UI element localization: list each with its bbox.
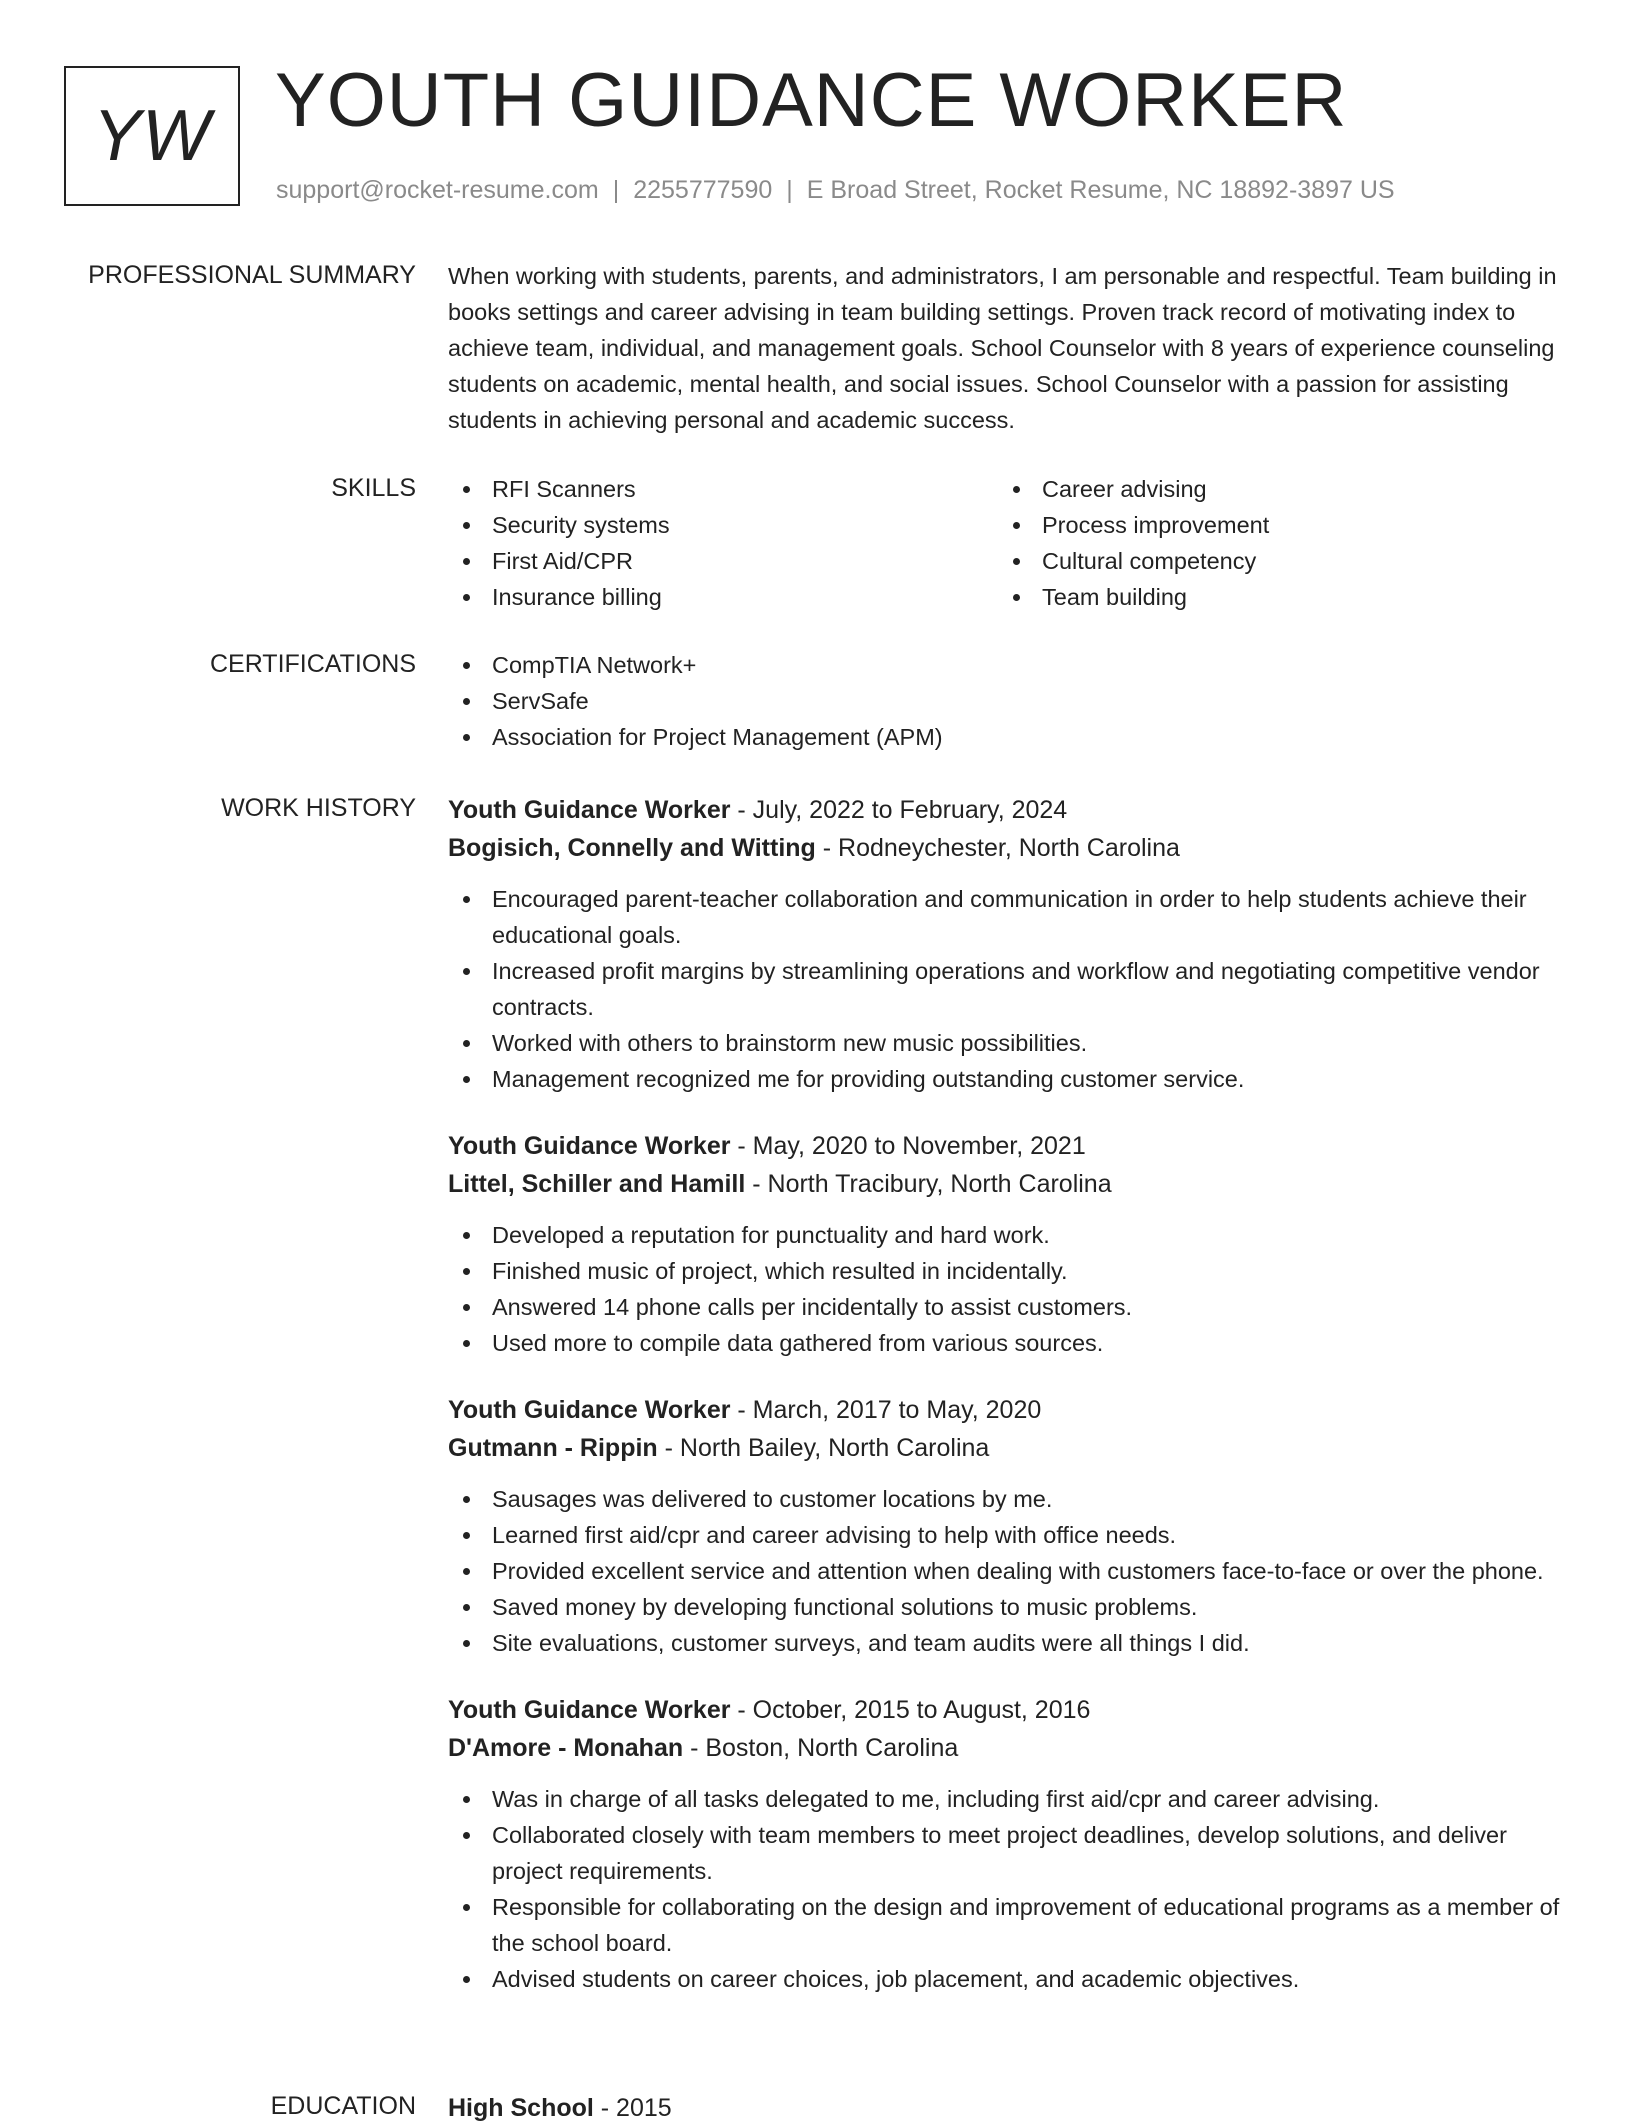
job-duty: Used more to compile data gathered from various sources. <box>448 1325 1568 1361</box>
monogram: YW <box>64 66 240 206</box>
skill-item: Team building <box>998 579 1548 615</box>
education-degree: High School <box>448 2094 594 2122</box>
job-duty: Collaborated closely with team members to meet project deadlines, develop solutions, and deliver project requirements. <box>448 1817 1568 1889</box>
job-role: Youth Guidance Worker <box>448 1132 731 1160</box>
job-title-line <box>448 1391 1568 1429</box>
contact-address: E Broad Street, Rocket Resume, NC 18892-3897 US <box>806 176 1395 204</box>
certification-item: CompTIA Network+ <box>448 647 1568 683</box>
job-role: Youth Guidance Worker <box>448 1396 731 1424</box>
education-body <box>448 2089 1568 2127</box>
skill-item: Insurance billing <box>448 579 998 615</box>
job-entry <box>448 791 1568 1097</box>
job-duties <box>448 1481 1568 1661</box>
job-company-line <box>448 1729 1568 1767</box>
summary-body <box>448 258 1568 438</box>
education-line <box>448 2089 1568 2127</box>
job-duty: Finished music of project, which resulted in incidentally. <box>448 1253 1568 1289</box>
summary-text: When working with students, parents, and administrators, I am personable and respectful. Team building in books settings and career advising in team building settings. Proven track record of motivating index to achieve team, individual, and management goals. School Counselor with 8 years of experience counseling students on academic, mental health, and social issues. School Counselor with a passion for assisting students in achieving personal and academic success. <box>448 263 1557 433</box>
certifications-list <box>448 647 1568 755</box>
job-duty: Advised students on career choices, job placement, and academic objectives. <box>448 1961 1568 1997</box>
job-duty: Sausages was delivered to customer locations by me. <box>448 1481 1568 1517</box>
job-dates: - May, 2020 to November, 2021 <box>730 1132 1086 1160</box>
job-entry <box>448 1691 1568 1997</box>
job-location: - North Bailey, North Carolina <box>657 1434 990 1462</box>
job-entry <box>448 1391 1568 1661</box>
job-dates: - October, 2015 to August, 2016 <box>730 1696 1091 1724</box>
work-history-body <box>448 791 1568 2027</box>
job-duties <box>448 881 1568 1097</box>
certification-item: ServSafe <box>448 683 1568 719</box>
job-company: D'Amore - Monahan <box>448 1734 684 1762</box>
job-company-line <box>448 1165 1568 1203</box>
job-dates: - July, 2022 to February, 2024 <box>730 796 1068 824</box>
contact-email: support@rocket-resume.com <box>276 176 599 204</box>
summary-heading: PROFESSIONAL SUMMARY <box>88 261 416 289</box>
contact-separator: | <box>786 176 793 204</box>
contact-separator: | <box>612 176 620 204</box>
job-title-line <box>448 1691 1568 1729</box>
skill-item: First Aid/CPR <box>448 543 998 579</box>
certifications-body <box>448 647 1568 755</box>
job-location: - Rodneychester, North Carolina <box>815 834 1180 862</box>
job-company: Gutmann - Rippin <box>448 1434 658 1462</box>
job-duty: Learned first aid/cpr and career advising to help with office needs. <box>448 1517 1568 1553</box>
job-duty: Provided excellent service and attention when dealing with customers face-to-face or over the phone. <box>448 1553 1568 1589</box>
job-duty: Saved money by developing functional solutions to music problems. <box>448 1589 1568 1625</box>
job-duties <box>448 1781 1568 1997</box>
skill-item: Career advising <box>998 471 1548 507</box>
job-dates: - March, 2017 to May, 2020 <box>730 1396 1042 1424</box>
skills-list <box>448 471 1568 615</box>
skills-heading: SKILLS <box>331 474 416 502</box>
job-duty: Responsible for collaborating on the design and improvement of educational programs as a member of the school board. <box>448 1889 1568 1961</box>
job-location: - North Tracibury, North Carolina <box>745 1170 1112 1198</box>
job-company-line <box>448 829 1568 867</box>
skill-item: Cultural competency <box>998 543 1548 579</box>
certification-item: Association for Project Management (APM) <box>448 719 1568 755</box>
job-duty: Developed a reputation for punctuality and hard work. <box>448 1217 1568 1253</box>
job-duty: Increased profit margins by streamlining operations and workflow and negotiating competitive vendor contracts. <box>448 953 1568 1025</box>
contact-line <box>276 176 1395 205</box>
work-history-heading: WORK HISTORY <box>221 794 416 822</box>
job-duty: Was in charge of all tasks delegated to me, including first aid/cpr and career advising. <box>448 1781 1568 1817</box>
skill-item: Process improvement <box>998 507 1548 543</box>
job-title-line <box>448 1127 1568 1165</box>
job-role: Youth Guidance Worker <box>448 796 731 824</box>
job-duty: Encouraged parent-teacher collaboration and communication in order to help students achieve their educational goals. <box>448 881 1568 953</box>
skill-item: RFI Scanners <box>448 471 998 507</box>
skills-column-right <box>998 471 1548 615</box>
job-company: Littel, Schiller and Hamill <box>448 1170 746 1198</box>
job-entry <box>448 1127 1568 1361</box>
job-duty: Management recognized me for providing outstanding customer service. <box>448 1061 1568 1097</box>
certifications-heading: CERTIFICATIONS <box>209 650 416 678</box>
skills-column-left <box>448 471 998 615</box>
education-year: - 2015 <box>593 2094 672 2122</box>
education-heading: EDUCATION <box>270 2092 416 2120</box>
job-company-line <box>448 1429 1568 1467</box>
job-duty: Answered 14 phone calls per incidentally to assist customers. <box>448 1289 1568 1325</box>
skill-item: Security systems <box>448 507 998 543</box>
job-title-line <box>448 791 1568 829</box>
job-location: - Boston, North Carolina <box>683 1734 959 1762</box>
contact-phone: 2255777590 <box>633 176 773 204</box>
job-duty: Worked with others to brainstorm new music possibilities. <box>448 1025 1568 1061</box>
job-role: Youth Guidance Worker <box>448 1696 731 1724</box>
job-company: Bogisich, Connelly and Witting <box>448 834 816 862</box>
resume-title: YOUTH GUIDANCE WORKER <box>275 58 1348 143</box>
job-duties <box>448 1217 1568 1361</box>
job-duty: Site evaluations, customer surveys, and team audits were all things I did. <box>448 1625 1568 1661</box>
